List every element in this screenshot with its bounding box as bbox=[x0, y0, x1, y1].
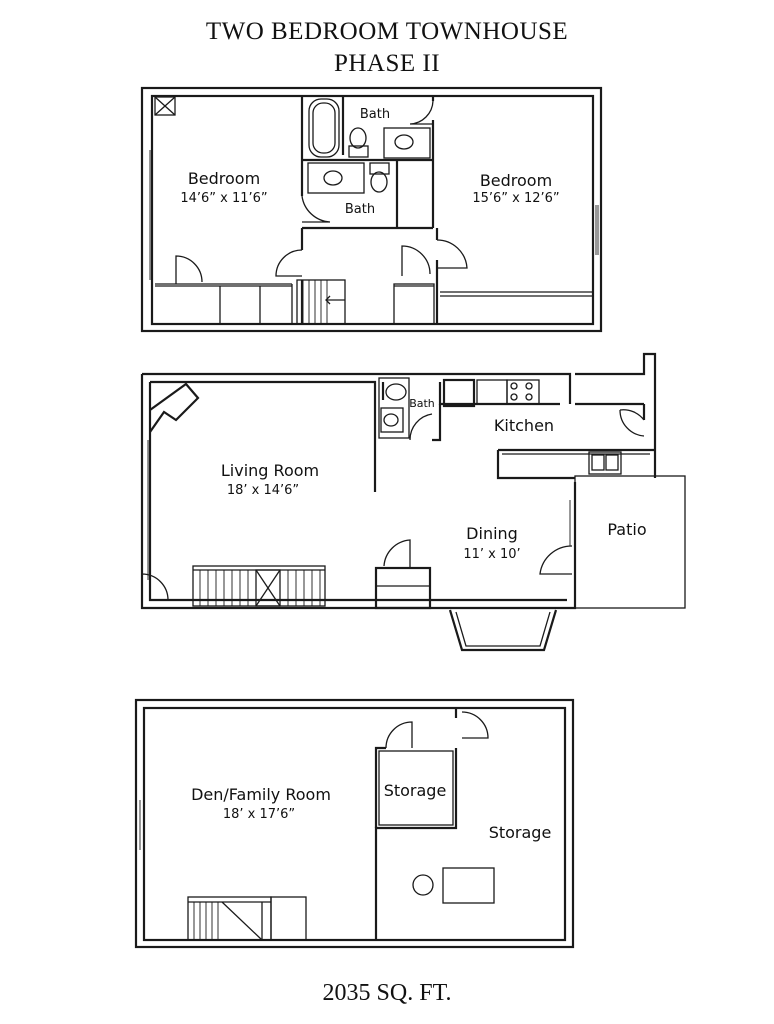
den-size: 18’ x 17’6” bbox=[222, 807, 296, 822]
sink-icon bbox=[384, 128, 430, 158]
plan-title: TWO BEDROOM TOWNHOUSE bbox=[205, 18, 569, 45]
upper-floor-plan bbox=[142, 88, 601, 331]
storage-large-label: Storage bbox=[488, 823, 552, 842]
bedroom-right-label: Bedroom bbox=[479, 171, 553, 190]
patio-label: Patio bbox=[607, 520, 647, 539]
bedroom-left-size: 14’6” x 11’6” bbox=[180, 191, 268, 206]
den-label: Den/Family Room bbox=[191, 785, 331, 804]
bath-label: Bath bbox=[409, 397, 435, 410]
toilet-icon bbox=[371, 172, 387, 192]
main-floor-plan bbox=[142, 354, 685, 650]
lower-floor-plan bbox=[136, 700, 573, 947]
water-heater-icon bbox=[413, 875, 433, 895]
plan-subtitle: PHASE II bbox=[333, 50, 441, 77]
bedroom-right-size: 15’6” x 12’6” bbox=[472, 191, 560, 206]
bath-middle-label: Bath bbox=[344, 202, 376, 217]
living-room-size: 18’ x 14’6” bbox=[226, 483, 300, 498]
storage-small-label: Storage bbox=[383, 781, 447, 800]
refrigerator-icon bbox=[444, 380, 474, 406]
sink-icon bbox=[308, 163, 364, 193]
toilet-icon bbox=[350, 128, 366, 148]
dining-size: 11’ x 10’ bbox=[463, 547, 521, 562]
bedroom-left-label: Bedroom bbox=[187, 169, 261, 188]
bath-top-label: Bath bbox=[359, 107, 391, 122]
total-area: 2035 SQ. FT. bbox=[322, 980, 452, 1006]
furnace-icon bbox=[443, 868, 494, 903]
kitchen-label: Kitchen bbox=[493, 416, 555, 435]
fireplace-icon bbox=[150, 384, 198, 432]
patio-outline bbox=[575, 476, 685, 608]
dining-label: Dining bbox=[466, 524, 518, 543]
toilet-icon bbox=[386, 384, 406, 400]
living-room-label: Living Room bbox=[220, 461, 320, 480]
